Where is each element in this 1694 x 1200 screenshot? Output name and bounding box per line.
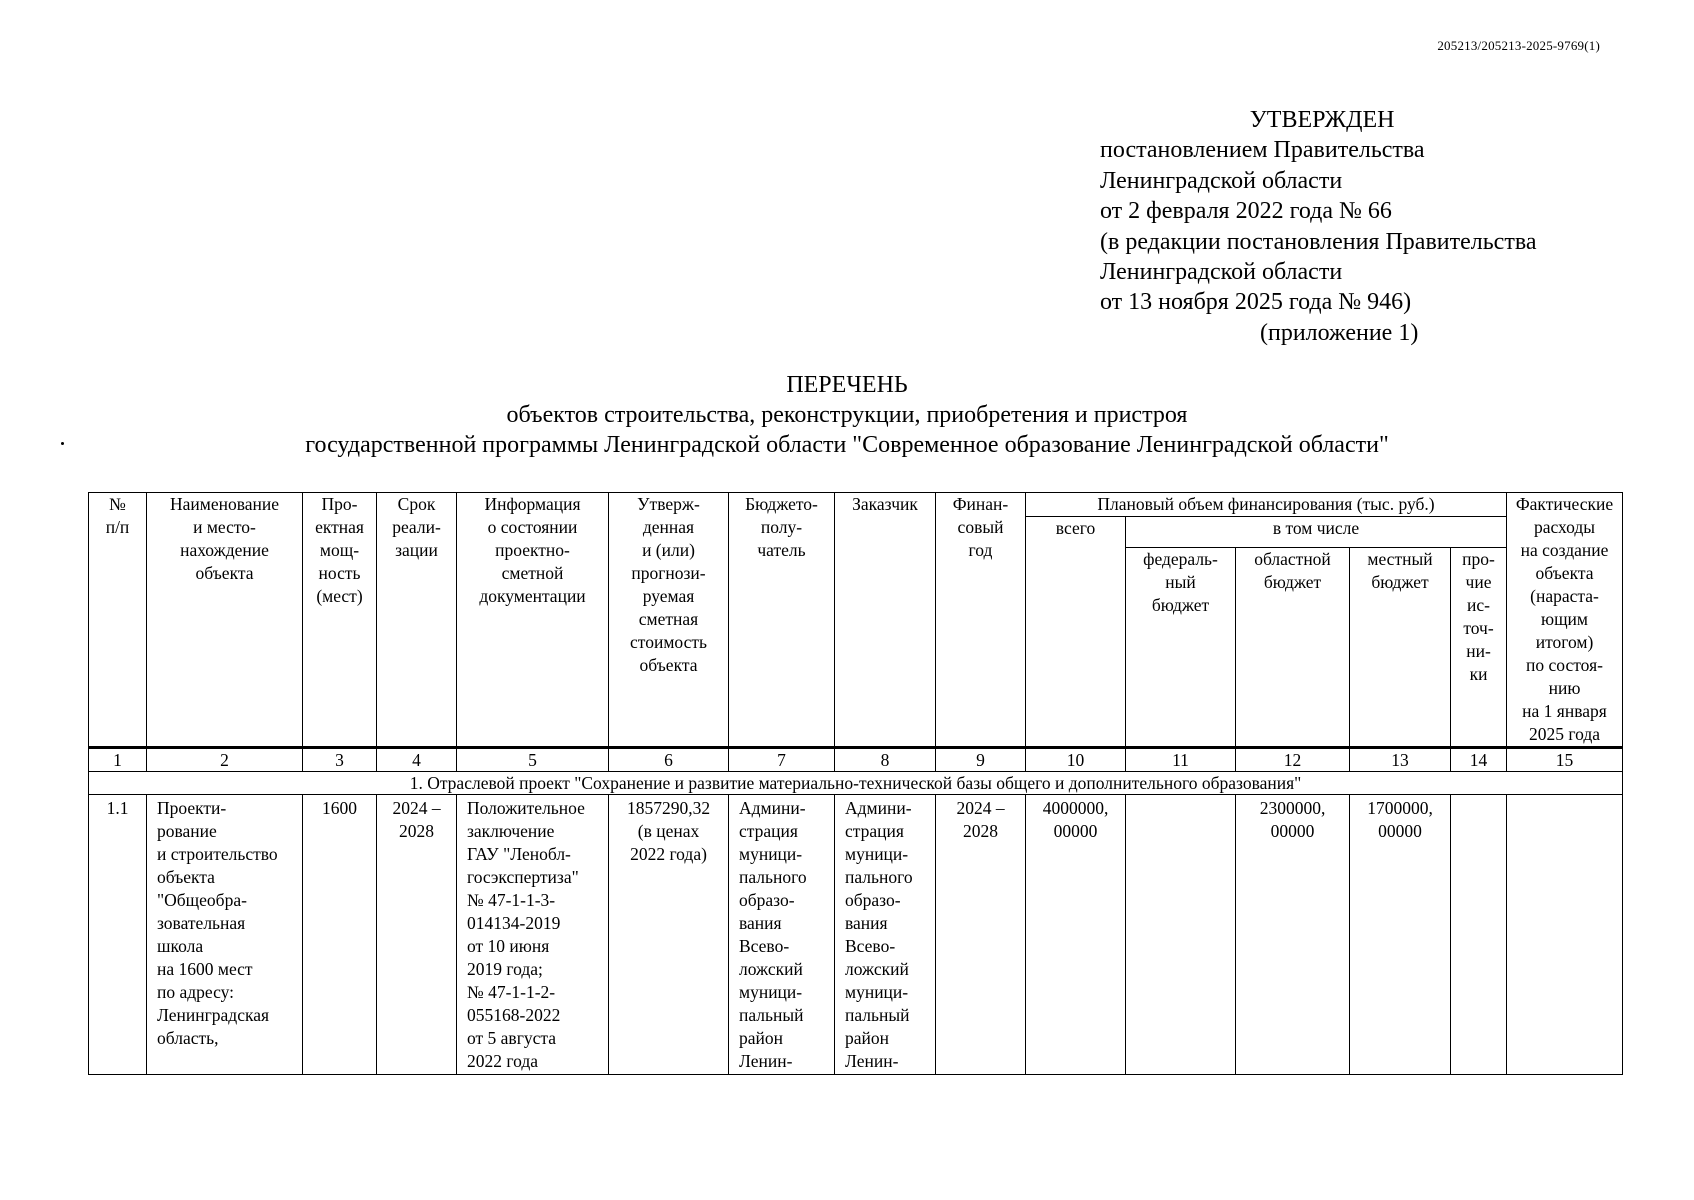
cell-recipient: Админи- страция муници- пального образо- вания Всево- ложский муници- пальный район Ленин- xyxy=(729,795,835,1075)
cell-cost: 1857290,32 (в ценах 2022 года) xyxy=(609,795,729,1075)
header-cell-incl-group: в том числе xyxy=(1126,517,1507,548)
title-line: государственной программы Ленинградской области "Современное образование Ленинградской области" xyxy=(305,432,1389,458)
column-number: 4 xyxy=(377,748,457,772)
column-number: 10 xyxy=(1026,748,1126,772)
column-number: 14 xyxy=(1451,748,1507,772)
approval-line: постановлением Правительства xyxy=(1100,137,1425,164)
column-number: 11 xyxy=(1126,748,1236,772)
cell-customer: Админи- страция муници- пального образо- вания Всево- ложский муници- пальный район Ленин- xyxy=(835,795,936,1075)
header-cell-name: Наименование и место- нахождение объекта xyxy=(147,493,303,748)
header-cell-plan-group: Плановый объем финансирования (тыс. руб.) xyxy=(1026,493,1507,517)
cell-num: 1.1 xyxy=(89,795,147,1075)
approval-line: Ленинградской области xyxy=(1100,259,1343,286)
header-cell-other: про- чие ис- точ- ни- ки xyxy=(1451,548,1507,748)
document-number: 205213/205213-2025-9769(1) xyxy=(1437,38,1600,53)
header-row xyxy=(89,493,1623,517)
column-numbers-row xyxy=(89,748,1623,772)
section-title: 1. Отраслевой проект "Сохранение и развитие материально-технической базы общего и дополнительного образования" xyxy=(89,772,1623,795)
column-number: 9 xyxy=(936,748,1026,772)
approval-line: (в редакции постановления Правительства xyxy=(1100,228,1537,255)
header-cell-capacity: Про- ектная мощ- ность (мест) xyxy=(303,493,377,748)
column-number: 13 xyxy=(1350,748,1451,772)
header-cell-local: местный бюджет xyxy=(1350,548,1451,748)
header-cell-customer: Заказчик xyxy=(835,493,936,748)
header-cell-actual: Фактические расходы на создание объекта (нараста- ющим итогом) по состоя- нию на 1 января 2025 года xyxy=(1507,493,1623,748)
cell-local: 1700000, 00000 xyxy=(1350,795,1451,1075)
title-line: объектов строительства, реконструкции, приобретения и пристроя xyxy=(506,402,1188,428)
header-cell-recipient: Бюджето- полу- чатель xyxy=(729,493,835,748)
column-number: 15 xyxy=(1507,748,1623,772)
approval-line: от 2 февраля 2022 года № 66 xyxy=(1100,198,1392,225)
header-cell-fin-year: Финан- совый год xyxy=(936,493,1026,748)
header-cell-total: всего xyxy=(1026,517,1126,748)
approval-line: Ленинградской области xyxy=(1100,167,1343,194)
column-number: 8 xyxy=(835,748,936,772)
header-cell-regional: областной бюджет xyxy=(1236,548,1350,748)
column-number: 7 xyxy=(729,748,835,772)
cell-capacity: 1600 xyxy=(303,795,377,1075)
cell-other xyxy=(1451,795,1507,1075)
section-row xyxy=(89,772,1623,795)
column-number: 1 xyxy=(89,748,147,772)
header-cell-cost: Утверж- денная и (или) прогнози- руемая сметная стоимость объекта xyxy=(609,493,729,748)
cell-name: Проекти- рование и строительство объекта "Общеобра- зовательная школа на 1600 мест по адресу: Ленинградская область, xyxy=(147,795,303,1075)
approval-line: от 13 ноября 2025 года № 946) xyxy=(1100,289,1412,316)
cell-regional: 2300000, 00000 xyxy=(1236,795,1350,1075)
approval-heading: УТВЕРЖДЕН xyxy=(1249,107,1395,133)
column-number: 5 xyxy=(457,748,609,772)
header-cell-num: № п/п xyxy=(89,493,147,748)
title-main: ПЕРЕЧЕНЬ xyxy=(786,372,908,398)
cell-federal xyxy=(1126,795,1236,1075)
cell-actual xyxy=(1507,795,1623,1075)
cell-total: 4000000, 00000 xyxy=(1026,795,1126,1075)
header-cell-period: Срок реали- зации xyxy=(377,493,457,748)
column-number: 12 xyxy=(1236,748,1350,772)
scan-speck xyxy=(61,442,64,445)
cell-period: 2024 – 2028 xyxy=(377,795,457,1075)
approval-block xyxy=(1100,105,1537,348)
cell-psd-info: Положительное заключение ГАУ "Ленобл- госэкспертиза" № 47-1-1-3- 014134-2019 от 10 июня 2019 года; № 47-1-1-2- 055168-2022 от 5 августа 2022 года xyxy=(457,795,609,1075)
header-cell-psd: Информация о состоянии проектно- сметной документации xyxy=(457,493,609,748)
column-number: 3 xyxy=(303,748,377,772)
table-row xyxy=(89,795,1623,1075)
header-cell-federal: федераль- ный бюджет xyxy=(1126,548,1236,748)
objects-table xyxy=(88,492,1623,1075)
cell-fin-year: 2024 – 2028 xyxy=(936,795,1026,1075)
column-number: 2 xyxy=(147,748,303,772)
approval-appendix: (приложение 1) xyxy=(1260,319,1419,346)
document-title xyxy=(88,370,1606,460)
column-number: 6 xyxy=(609,748,729,772)
